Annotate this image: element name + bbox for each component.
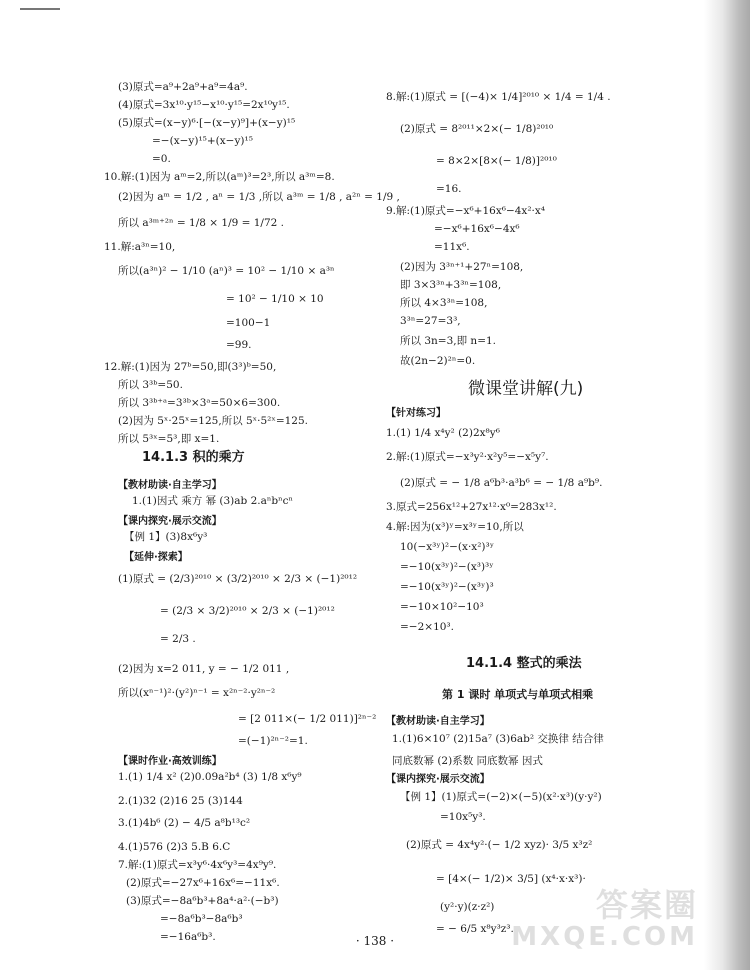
answer-line: = [4×(− 1/2)× 3/5] (x⁴·x·x³)·: [436, 873, 586, 885]
answer-line: 2.(1)32 (2)16 25 (3)144: [118, 795, 243, 807]
answer-line: =−x⁶+16x⁶−4x⁶: [434, 223, 520, 235]
answer-line: 2.解:(1)原式=−x³y²·x²y⁵=−x⁵y⁷.: [386, 451, 549, 463]
answer-line: 1.(1)因式 乘方 幂 (3)ab 2.aⁿbⁿcⁿ: [132, 495, 294, 507]
answer-line: 10.解:(1)因为 aᵐ=2,所以(aᵐ)³=2³,所以 a³ᵐ=8.: [104, 171, 335, 183]
answer-line: (2)因为 3³ⁿ⁺¹+27ⁿ=108,: [400, 261, 524, 273]
answer-line: =−10(x³ʸ)²−(x³)³ʸ: [400, 561, 494, 573]
answer-line: 3³ⁿ=27=3³,: [400, 315, 461, 327]
answer-line: (2)因为 5ˣ·25ˣ=125,所以 5ˣ·5²ˣ=125.: [118, 415, 308, 427]
answer-line: 12.解:(1)因为 27ᵇ=50,即(3³)ᵇ=50,: [104, 361, 277, 373]
section-title-14-1-3: 14.1.3 积的乘方: [142, 450, 245, 465]
answer-line: =100−1: [226, 317, 271, 329]
section-heading: 【教材助读·自主学习】: [386, 716, 490, 727]
answer-line: 3.(1)4b⁶ (2) − 4/5 a⁸b¹³c²: [118, 817, 251, 829]
answer-line: (5)原式=(x−y)⁶·[−(x−y)⁹]+(x−y)¹⁵: [118, 117, 296, 129]
answer-line: 【例 1】(1)原式=(−2)×(−5)(x²·x³)(y·y²): [400, 791, 602, 803]
top-rule: [20, 8, 60, 10]
answer-line: (2)原式 = 8²⁰¹¹×2×(− 1/8)²⁰¹⁰: [400, 123, 554, 135]
answer-line: = [2 011×(− 1/2 011)]²ⁿ⁻²: [238, 713, 377, 725]
answer-line: = 2/3 .: [160, 633, 196, 645]
answer-line: 11.解:a³ⁿ=10,: [104, 241, 176, 253]
answer-line: 8.解:(1)原式 = [(−4)× 1/4]²⁰¹⁰ × 1/4 = 1/4 .: [386, 91, 611, 103]
answer-line: =99.: [226, 339, 252, 351]
answer-line: (4)原式=3x¹⁰·y¹⁵−x¹⁰·y¹⁵=2x¹⁰y¹⁵.: [118, 99, 290, 111]
answer-line: 所以(a³ⁿ)² − 1/10 (aⁿ)³ = 10² − 1/10 × a³ⁿ: [118, 265, 335, 277]
answer-line: 所以 3³ᵇ=50.: [118, 379, 183, 391]
watermark-logo: 答案圈: [595, 886, 698, 924]
answer-line: (2)因为 x=2 011, y = − 1/2 011 ,: [118, 663, 290, 675]
section-heading: 【课内探究·展示交流】: [386, 774, 490, 785]
answer-line: = 10² − 1/10 × 10: [226, 293, 324, 305]
answer-line: 4.解:因为(x³)ʸ=x³ʸ=10,所以: [386, 521, 524, 533]
answer-line: 7.解:(1)原式=x³y⁶·4x⁶y³=4x⁹y⁹.: [118, 859, 277, 871]
answer-line: 所以 4×3³ⁿ=108,: [400, 297, 488, 309]
answer-line: (2)因为 aᵐ = 1/2 , aⁿ = 1/3 ,所以 a³ᵐ = 1/8 , a²ⁿ = 1/9 ,: [118, 191, 400, 203]
answer-line: = 8×2×[8×(− 1/8)]²⁰¹⁰: [436, 155, 557, 167]
watermark-url: MXQE.COM: [511, 922, 698, 952]
answer-line: 所以(xⁿ⁻¹)²·(y²)ⁿ⁻¹ = x²ⁿ⁻²·y²ⁿ⁻²: [118, 687, 276, 699]
answer-line: (y²·y)(z·z²): [440, 901, 495, 913]
answer-line: 所以 3³ᵇ⁺ᵃ=3³ᵇ×3ᵃ=50×6=300.: [118, 397, 281, 409]
section-heading: 【课时作业·高效训练】: [118, 756, 222, 767]
answer-line: 10(−x³ʸ)²−(x·x²)³ʸ: [400, 541, 495, 553]
answer-line: 1.(1)6×10⁷ (2)15a⁷ (3)6ab² 交换律 结合律: [392, 733, 604, 745]
answer-line: =−(x−y)¹⁵+(x−y)¹⁵: [152, 135, 253, 147]
section-heading: 【课内探究·展示交流】: [118, 516, 222, 527]
section-heading: 【教材助读·自主学习】: [118, 480, 222, 491]
page-gutter-shadow: [704, 0, 750, 970]
section-heading: 【延伸·探索】: [124, 552, 188, 563]
answer-line: (1)原式 = (2/3)²⁰¹⁰ × (3/2)²⁰¹⁰ × 2/3 × (−1)²⁰¹²: [118, 573, 358, 585]
answer-line: 所以 5³ˣ=5³,即 x=1.: [118, 433, 220, 445]
answer-line: =(−1)²ⁿ⁻²=1.: [238, 735, 308, 747]
answer-line: =−2×10³.: [400, 621, 454, 633]
answer-line: 故(2n−2)²ⁿ=0.: [400, 355, 476, 367]
page-number: · 138 ·: [355, 934, 395, 948]
answer-line: =16.: [436, 183, 462, 195]
lecture-title: 微课堂讲解(九): [468, 379, 584, 399]
answer-line: 所以 3n=3,即 n=1.: [400, 335, 497, 347]
answer-line: =0.: [152, 153, 171, 165]
answer-line: 9.解:(1)原式=−x⁶+16x⁶−4x²·x⁴: [386, 205, 546, 217]
answer-line: (2)原式=−27x⁶+16x⁶=−11x⁶.: [126, 877, 280, 889]
answer-line: =−8a⁶b³−8a⁶b³: [160, 913, 243, 925]
answer-line: 所以 a³ᵐ⁺²ⁿ = 1/8 × 1/9 = 1/72 .: [118, 217, 285, 229]
lesson-title: 第 1 课时 单项式与单项式相乘: [442, 688, 594, 701]
answer-line: 1.(1) 1/4 x² (2)0.09a²b⁴ (3) 1/8 x⁶y⁹: [118, 771, 302, 783]
answer-line: (3)原式=−8a⁶b³+8a⁴·a²·(−b³): [126, 895, 279, 907]
section-heading: 【针对练习】: [386, 408, 446, 419]
answer-line: (2)原式 = 4x⁴y²·(− 1/2 xyz)· 3/5 x³z²: [406, 839, 593, 851]
answer-line: =−10×10²−10³: [400, 601, 484, 613]
answer-line: =11x⁶.: [434, 241, 470, 253]
answer-line: 同底数幂 (2)系数 同底数幂 因式: [392, 755, 543, 767]
answer-line: = (2/3 × 3/2)²⁰¹⁰ × 2/3 × (−1)²⁰¹²: [160, 605, 335, 617]
answer-line: 【例 1】(3)8x⁶y³: [124, 531, 208, 543]
answer-line: = − 6/5 x⁸y³z³.: [436, 923, 514, 935]
section-title-14-1-4: 14.1.4 整式的乘法: [466, 656, 582, 671]
answer-line: 即 3×3³ⁿ+3³ⁿ=108,: [400, 279, 502, 291]
answer-line: =10x⁵y³.: [440, 811, 486, 823]
answer-line: (3)原式=a⁹+2a⁹+a⁹=4a⁹.: [118, 81, 248, 93]
answer-line: =−16a⁶b³.: [160, 931, 216, 943]
answer-line: 3.原式=256x¹²+27x¹²·x⁰=283x¹².: [386, 501, 557, 513]
answer-line: 4.(1)576 (2)3 5.B 6.C: [118, 841, 231, 853]
answer-line: (2)原式 = − 1/8 a⁶b³·a³b⁶ = − 1/8 a⁹b⁹.: [400, 477, 603, 489]
answer-line: 1.(1) 1/4 x⁴y² (2)2x⁸y⁶: [386, 427, 500, 439]
answer-line: =−10(x³ʸ)²−(x³ʸ)³: [400, 581, 494, 593]
